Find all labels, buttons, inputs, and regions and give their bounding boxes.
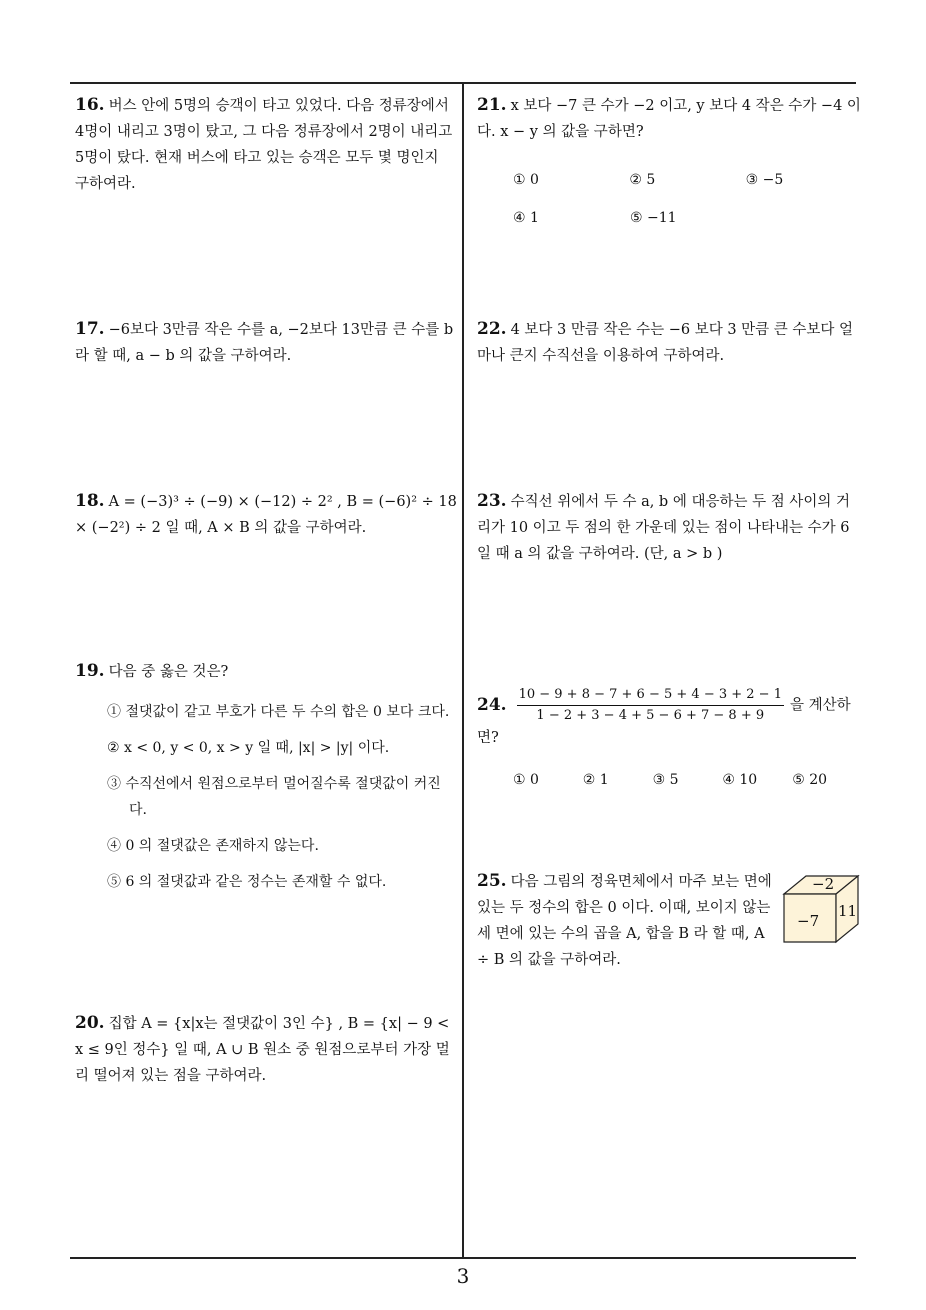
choice-list (75, 699, 457, 895)
problem-text: 다음 중 옳은 것은? (108, 664, 229, 680)
problem-number: 19. (75, 661, 105, 681)
cube-front-label: −7 (797, 912, 820, 930)
problem-text: x 보다 −7 큰 수가 −2 이고, y 보다 4 작은 수가 −4 이다. x − y 의 값을 구하면? (477, 98, 861, 140)
problem-21 (477, 92, 862, 231)
page-number: 3 (456, 1264, 470, 1288)
choice-5[interactable]: ⑤ 6 의 절댓값과 같은 정수는 존재할 수 없다. (107, 874, 387, 890)
problem-number: 18. (75, 491, 105, 511)
choices-row-2 (477, 205, 862, 231)
problem-number: 23. (477, 491, 507, 511)
column-divider (462, 82, 464, 1259)
problem-20 (75, 1010, 457, 1089)
choices-row (477, 767, 862, 793)
problem-text: A = (−3)³ ÷ (−9) × (−12) ÷ 2² , B = (−6)² ÷ 18 × (−2²) ÷ 2 일 때, A × B 의 값을 구하여라. (75, 494, 457, 536)
problem-22 (477, 316, 862, 369)
problem-18 (75, 488, 457, 541)
problem-text: 다음 그림의 정육면체에서 마주 보는 면에 있는 두 정수의 합은 0 이다. 이때, 보이지 않는 세 면에 있는 수의 곱을 A, 합을 B 라 할 때, A ÷ B 의 값을 구하여라. (477, 874, 772, 968)
fraction (517, 686, 784, 725)
cube-top-label: −2 (812, 875, 835, 893)
fraction-numerator: 10 − 9 + 8 − 7 + 6 − 5 + 4 − 3 + 2 − 1 (517, 686, 784, 706)
problem-17 (75, 316, 457, 369)
choice-5[interactable]: ⑤ −11 (630, 210, 677, 226)
problem-number: 25. (477, 871, 507, 891)
problem-suffix: 을 계산하면? (477, 697, 851, 746)
problem-number: 16. (75, 95, 105, 115)
choices-row-1 (477, 167, 862, 193)
choice-3[interactable]: ③ −5 (745, 172, 784, 188)
problem-text: 버스 안에 5명의 승객이 타고 있었다. 다음 정류장에서 4명이 내리고 3명이 탔고, 그 다음 정류장에서 2명이 내리고 5명이 탔다. 현재 버스에 타고 있는 승객은 모두 몇 명인지 구하여라. (75, 98, 453, 192)
problem-16 (75, 92, 457, 197)
problem-24 (477, 686, 862, 793)
problem-25 (477, 868, 772, 973)
choice-4[interactable]: ④ 0 의 절댓값은 존재하지 않는다. (107, 838, 319, 854)
choice-2[interactable]: ② x < 0, y < 0, x > y 일 때, |x| > |y| 이다. (107, 740, 390, 756)
problem-number: 24. (477, 694, 507, 715)
choice-3[interactable]: ③ 수직선에서 원점으로부터 멀어질수록 절댓값이 커진다. (107, 776, 441, 818)
problem-23 (477, 488, 862, 567)
problem-19 (75, 658, 457, 905)
choice-4[interactable]: ④ 10 (722, 772, 758, 788)
choice-2[interactable]: ② 5 (629, 172, 656, 188)
choice-2[interactable]: ② 1 (582, 772, 609, 788)
cube-figure (780, 872, 862, 944)
cube-side-label: 11 (838, 902, 858, 920)
problem-text: 집합 A = {x|x는 절댓값이 3인 수} , B = {x| − 9 < x ≤ 9인 정수} 일 때, A ∪ B 원소 중 원점으로부터 가장 멀리 떨어져 있는 점을 구하여라. (75, 1016, 450, 1084)
problem-text: −6보다 3만큼 작은 수를 a, −2보다 13만큼 큰 수를 b 라 할 때, a − b 의 값을 구하여라. (75, 322, 454, 364)
choice-1[interactable]: ① 0 (513, 772, 539, 788)
bottom-rule (70, 1257, 856, 1259)
problem-number: 17. (75, 319, 105, 339)
problem-number: 20. (75, 1013, 105, 1033)
choice-4[interactable]: ④ 1 (513, 210, 539, 226)
fraction-denominator: 1 − 2 + 3 − 4 + 5 − 6 + 7 − 8 + 9 (536, 708, 765, 723)
choice-1[interactable]: ① 절댓값이 같고 부호가 다른 두 수의 합은 0 보다 크다. (107, 704, 450, 720)
choice-1[interactable]: ① 0 (513, 172, 539, 188)
problem-number: 22. (477, 319, 507, 339)
choice-3[interactable]: ③ 5 (652, 772, 679, 788)
choice-5[interactable]: ⑤ 20 (792, 772, 828, 788)
problem-text: 4 보다 3 만큼 작은 수는 −6 보다 3 만큼 큰 수보다 얼마나 큰지 수직선을 이용하여 구하여라. (477, 322, 854, 364)
problem-text: 수직선 위에서 두 수 a, b 에 대응하는 두 점 사이의 거리가 10 이고 두 점의 한 가운데 있는 점이 나타내는 수가 6 일 때 a 의 값을 구하여라. (단, a > b ) (477, 494, 850, 562)
problem-number: 21. (477, 95, 507, 115)
